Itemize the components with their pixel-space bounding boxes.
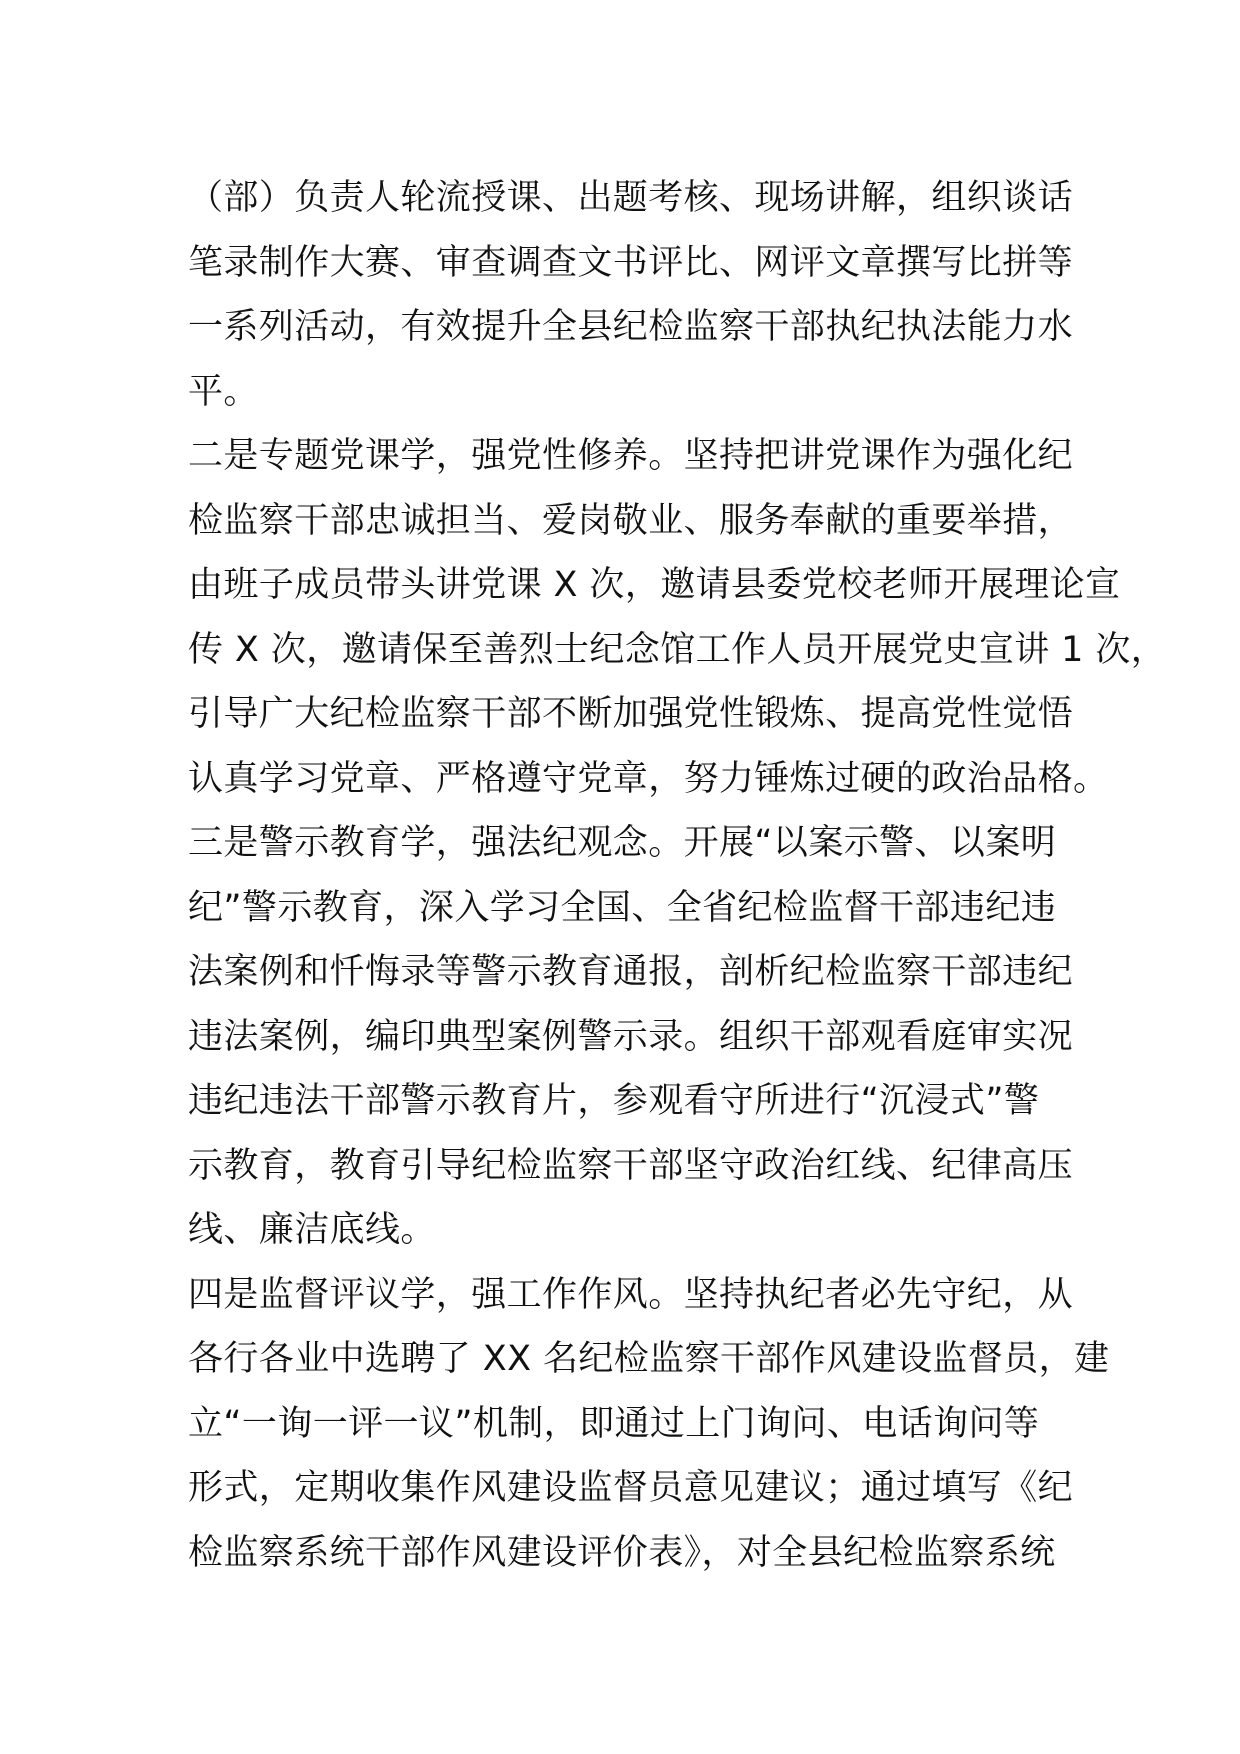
- text-line: 立“一询一评一议”机制，即通过上门询问、电话询问等: [188, 1403, 1040, 1444]
- text-line: 法案例和忏悔录等警示教育通报，剖析纪检监察干部违纪: [188, 952, 1074, 992]
- text-line: 纪”警示教育，深入学习全国、全省纪检监督干部违纪违: [188, 887, 1057, 928]
- text-line: 由班子成员带头讲党课 X 次，邀请县委党校老师开展理论宣: [188, 565, 1121, 605]
- body-text: [188, 166, 1167, 1585]
- text-line: 笔录制作大赛、审查调查文书评比、网评文章撰写比拼等: [188, 242, 1074, 283]
- text-line: 检监察系统干部作风建设评价表》，对全县纪检监察系统: [188, 1532, 1056, 1573]
- text-line: 一系列活动，有效提升全县纪检监察干部执纪执法能力水: [188, 307, 1074, 347]
- text-line: 传 X 次，邀请保至善烈士纪念馆工作人员开展党史宣讲 1 次，: [188, 629, 1167, 670]
- text-line: 二是专题党课学，强党性修养。坚持把讲党课作为强化纪: [188, 436, 1074, 476]
- text-line: （部）负责人轮流授课、出题考核、现场讲解，组织谈话: [188, 178, 1074, 218]
- text-line: 违法案例，编印典型案例警示录。组织干部观看庭审实况: [188, 1016, 1074, 1057]
- text-line: 示教育，教育引导纪检监察干部坚守政治红线、纪律高压: [188, 1145, 1074, 1186]
- text-line: 三是警示教育学，强法纪观念。开展“以案示警、以案明: [188, 823, 1057, 863]
- text-line: 违纪违法干部警示教育片，参观看守所进行“沉浸式”警: [188, 1081, 1040, 1121]
- text-line: 认真学习党章、严格遵守党章，努力锤炼过硬的政治品格。: [188, 758, 1109, 799]
- text-line: 线、廉洁底线。: [188, 1210, 436, 1250]
- text-line: 平。: [188, 371, 259, 412]
- text-line: 四是监督评议学，强工作作风。坚持执纪者必先守纪，从: [188, 1274, 1074, 1315]
- text-line: 形式，定期收集作风建设监督员意见建议；通过填写《纪: [188, 1468, 1074, 1508]
- text-line: 检监察干部忠诚担当、爱岗敬业、服务奉献的重要举措，: [188, 500, 1074, 541]
- text-line: 各行各业中选聘了 XX 名纪检监察干部作风建设监督员，建: [188, 1339, 1110, 1379]
- text-line: 引导广大纪检监察干部不断加强党性锻炼、提高党性觉悟: [188, 694, 1074, 734]
